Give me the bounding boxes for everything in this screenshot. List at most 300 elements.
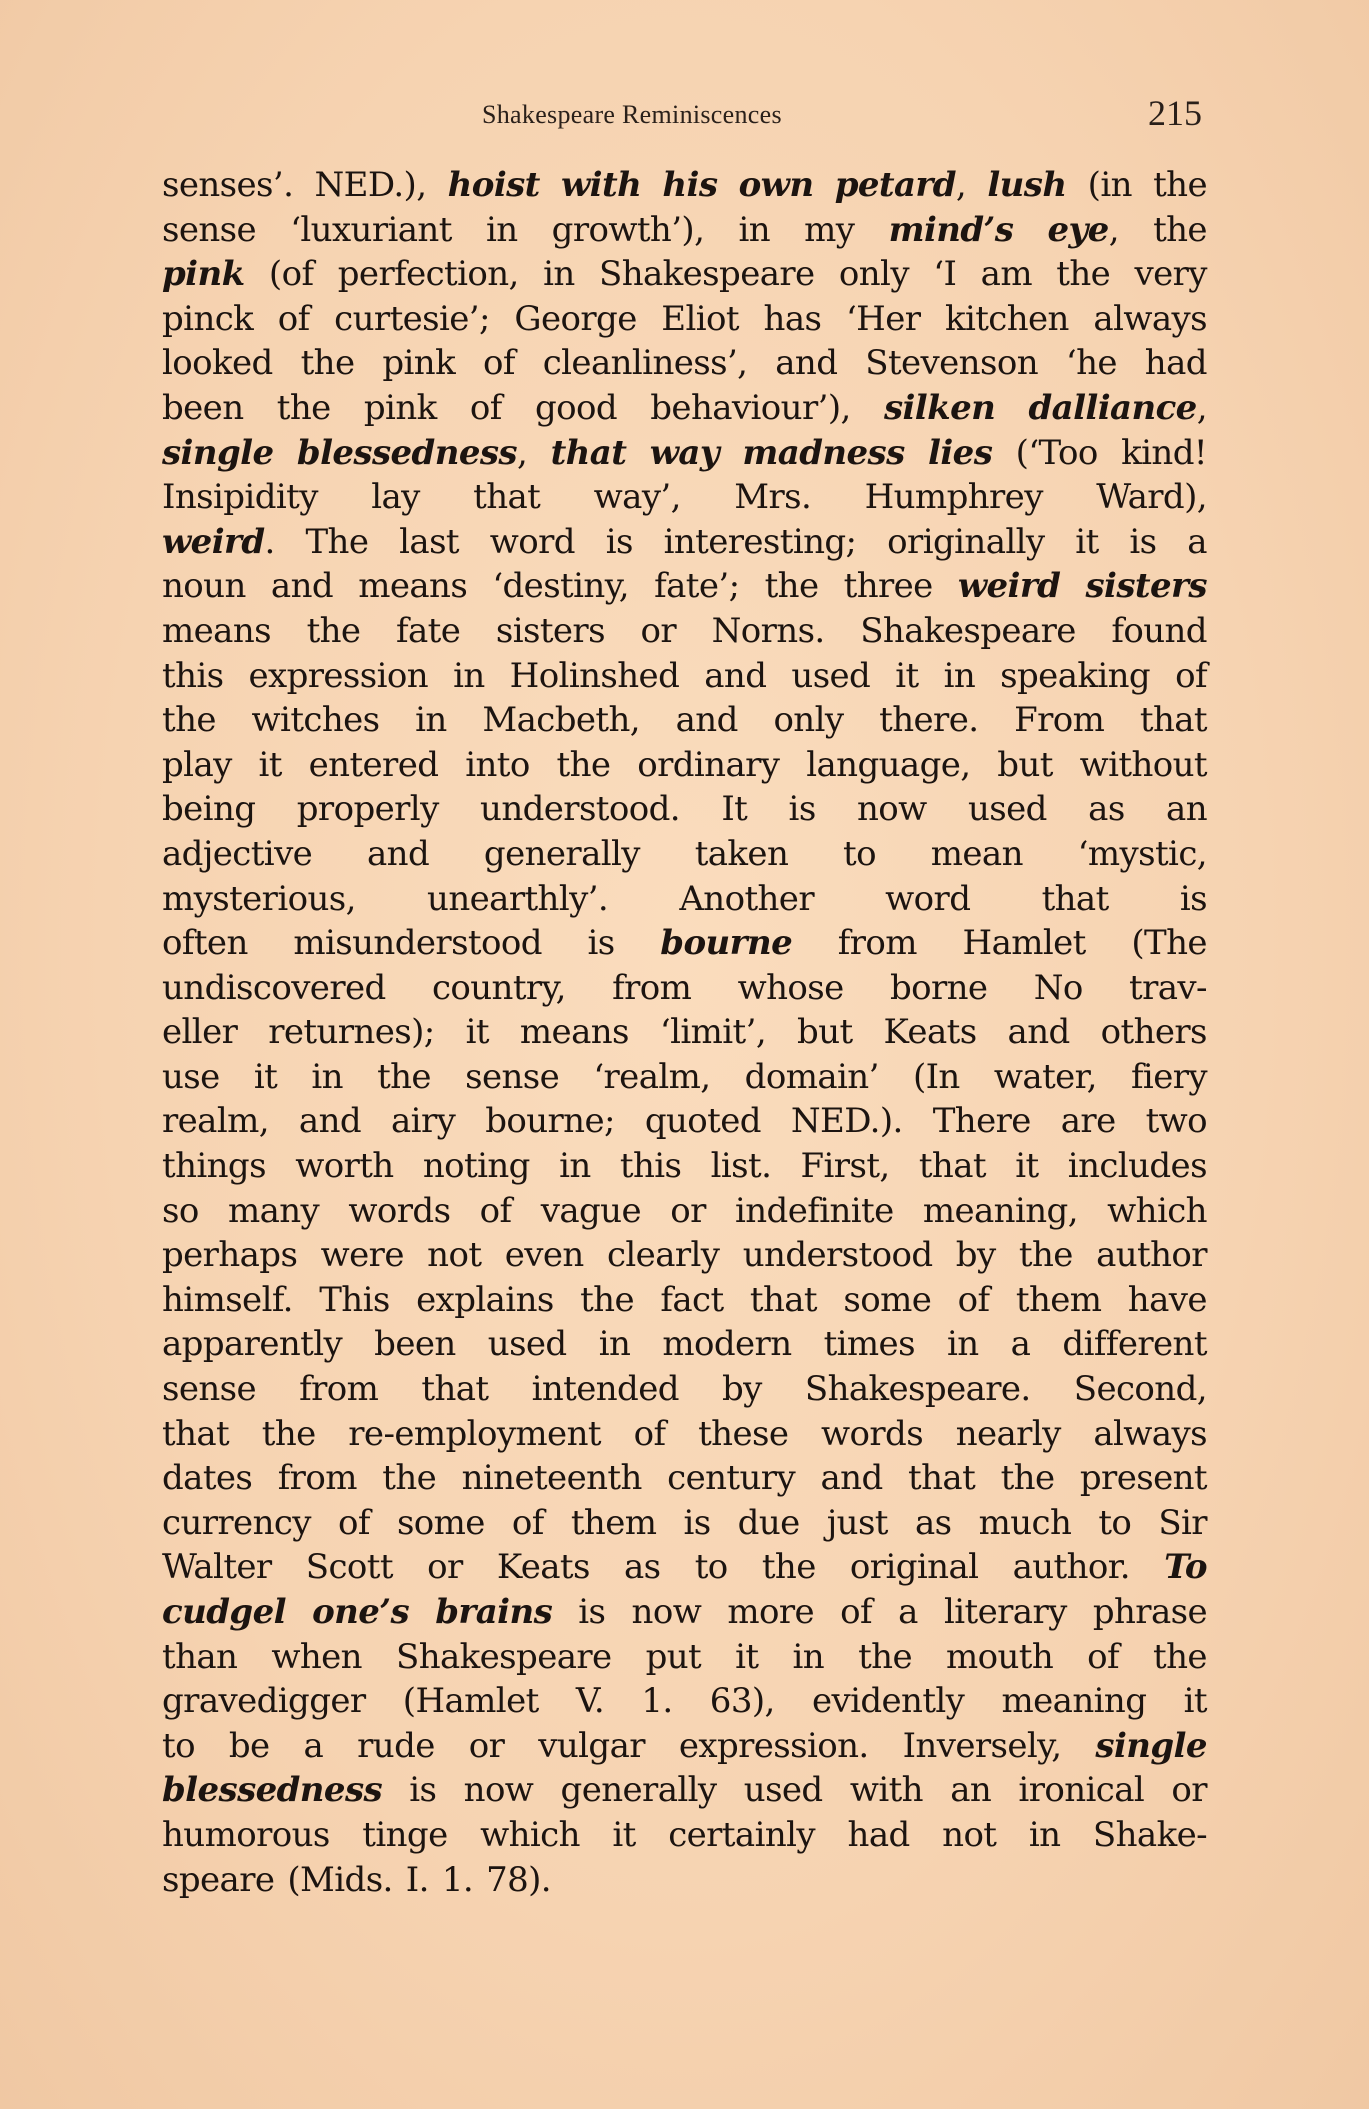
word: in xyxy=(559,1146,591,1187)
word: sense xyxy=(465,1056,560,1097)
text-line xyxy=(162,1858,1207,1903)
word: in xyxy=(543,254,575,295)
word: so xyxy=(162,1190,199,1231)
word: of xyxy=(840,1592,873,1632)
word: list. xyxy=(710,1146,772,1187)
word: re-employment xyxy=(348,1413,601,1454)
word: Sir xyxy=(1158,1502,1207,1543)
word: much xyxy=(978,1502,1072,1543)
word: due xyxy=(737,1502,800,1543)
word: it xyxy=(1183,1681,1207,1722)
word: There xyxy=(932,1101,1031,1142)
word: the xyxy=(1153,1636,1207,1677)
word: certainly xyxy=(668,1814,816,1855)
word: gravedigger xyxy=(162,1681,366,1722)
word: different xyxy=(1062,1324,1207,1365)
text-line xyxy=(162,1055,1207,1100)
word: meaning xyxy=(1001,1681,1147,1722)
word: it xyxy=(258,744,282,785)
word: generally xyxy=(560,1770,717,1811)
word: ‘I xyxy=(933,254,957,295)
word: ‘Her xyxy=(845,298,921,339)
word: now xyxy=(463,1770,534,1811)
word: some xyxy=(396,1502,485,1543)
word: perfection, xyxy=(337,254,519,295)
text-line xyxy=(162,1412,1207,1457)
word: expression. xyxy=(678,1725,869,1766)
word: ordinary xyxy=(637,744,780,785)
text-line xyxy=(162,1322,1207,1367)
word: This xyxy=(319,1279,390,1320)
word: some xyxy=(843,1279,932,1320)
word: kind! xyxy=(1121,432,1207,473)
word: witches xyxy=(251,700,380,741)
word: the xyxy=(556,744,611,785)
word: cudgel xyxy=(162,1592,286,1632)
word: Walter xyxy=(162,1547,272,1588)
text-line xyxy=(162,431,1207,476)
word: an xyxy=(950,1770,992,1811)
word: blessedness xyxy=(162,1770,383,1811)
word: Insipidity xyxy=(162,477,318,518)
word: but xyxy=(997,744,1053,785)
word: words xyxy=(821,1413,924,1454)
word: it xyxy=(1075,521,1099,562)
word: ‘luxuriant xyxy=(290,209,452,250)
text-line xyxy=(162,1635,1207,1680)
word: taken xyxy=(694,833,789,874)
word: sisters xyxy=(1085,566,1207,607)
word: in xyxy=(947,1324,979,1365)
word: trav- xyxy=(1129,967,1207,1008)
word: quoted xyxy=(644,1101,761,1142)
word: lies xyxy=(928,432,993,473)
text-line xyxy=(162,475,1207,520)
word: adjective xyxy=(162,833,313,874)
word: ‘destiny, xyxy=(492,566,629,607)
word: not xyxy=(942,1814,997,1855)
word: used xyxy=(791,655,871,696)
word: understood xyxy=(742,1235,933,1276)
running-head: Shakespeare Reminiscences xyxy=(482,100,782,129)
word: that xyxy=(1041,878,1109,919)
word: ‘realm, xyxy=(593,1056,711,1097)
word: returnes); xyxy=(268,1012,435,1053)
word: often xyxy=(162,923,248,964)
word: mind’s xyxy=(888,209,1014,250)
text-line xyxy=(162,1724,1207,1769)
word: in xyxy=(792,1636,825,1677)
word: is xyxy=(578,1592,606,1632)
word: brains xyxy=(435,1592,553,1632)
word: others xyxy=(1100,1012,1207,1053)
word: or xyxy=(468,1725,505,1766)
word: explains xyxy=(416,1279,554,1320)
word: and xyxy=(367,833,430,874)
body-text xyxy=(162,163,1207,1902)
word: present xyxy=(1079,1458,1207,1499)
word: realm, xyxy=(162,1101,269,1142)
word: word xyxy=(489,521,575,562)
text-line xyxy=(162,1813,1207,1858)
word: From xyxy=(1014,700,1105,741)
word: properly xyxy=(296,789,439,830)
word: country, xyxy=(431,967,566,1008)
word: looked xyxy=(162,343,273,384)
word: the xyxy=(261,1413,316,1454)
word: mouth xyxy=(945,1636,1054,1677)
word: pink xyxy=(382,343,456,384)
word: phrase xyxy=(1092,1592,1207,1632)
word: in xyxy=(598,1324,631,1365)
text-line xyxy=(162,787,1207,832)
word: of xyxy=(1175,655,1207,696)
word: century xyxy=(667,1458,796,1499)
word: ‘he xyxy=(1065,343,1117,384)
word: with xyxy=(561,165,642,205)
text-line xyxy=(162,743,1207,788)
word: eye, xyxy=(1047,209,1119,250)
word: or xyxy=(427,1547,463,1588)
text-line xyxy=(162,520,1207,565)
word: than xyxy=(162,1636,238,1677)
word: 1. xyxy=(641,1681,673,1722)
word: the xyxy=(1056,254,1111,295)
word: used xyxy=(968,789,1047,830)
word: Keats xyxy=(496,1547,590,1588)
word: (of xyxy=(268,254,314,295)
word: are xyxy=(1060,1101,1116,1142)
word: silken xyxy=(883,387,996,428)
word: a xyxy=(1010,1324,1031,1365)
word: or xyxy=(670,1190,706,1231)
word: this xyxy=(619,1146,682,1187)
word: the xyxy=(764,566,819,607)
word: growth’), xyxy=(551,209,705,250)
word: many xyxy=(227,1190,320,1231)
word: things xyxy=(162,1146,266,1187)
word: blessedness, xyxy=(296,432,528,473)
word: have xyxy=(1127,1279,1207,1320)
text-line xyxy=(162,877,1207,922)
word: only xyxy=(773,700,844,741)
word: behaviour’), xyxy=(650,387,851,428)
word: which xyxy=(480,1814,580,1855)
word: water, xyxy=(993,1056,1097,1097)
word: into xyxy=(465,744,530,785)
word: words xyxy=(348,1190,451,1231)
word: that xyxy=(162,1413,230,1454)
word: Shakespeare xyxy=(599,254,815,295)
word: been xyxy=(162,387,244,428)
word: as xyxy=(624,1547,661,1588)
word: them xyxy=(570,1502,657,1543)
word: Shake- xyxy=(1092,1814,1207,1855)
word: generally xyxy=(483,833,640,874)
text-line xyxy=(162,208,1207,253)
word: to xyxy=(1098,1502,1132,1543)
word: is xyxy=(587,923,615,964)
word: two xyxy=(1145,1101,1207,1142)
word: pinck xyxy=(162,298,254,339)
word: them xyxy=(1015,1279,1102,1320)
text-line xyxy=(162,1456,1207,1501)
word: Humphrey xyxy=(864,477,1043,518)
word: and xyxy=(298,1101,362,1142)
text-line xyxy=(162,252,1207,297)
word: am xyxy=(980,254,1032,295)
word: times xyxy=(823,1324,915,1365)
word: hoist xyxy=(447,165,540,205)
word: curtesie’; xyxy=(334,298,490,339)
word: of xyxy=(957,1279,990,1320)
word: intended xyxy=(531,1369,679,1410)
word: means xyxy=(162,610,271,651)
text-line xyxy=(162,832,1207,877)
word: speare xyxy=(162,1859,275,1900)
word: in xyxy=(738,209,771,250)
word: use xyxy=(162,1056,220,1097)
word: No xyxy=(1033,967,1083,1008)
word: even xyxy=(504,1235,584,1276)
text-line xyxy=(162,698,1207,743)
word: lush xyxy=(987,165,1067,205)
word: nineteenth xyxy=(461,1458,642,1499)
word: Keats xyxy=(883,1012,977,1053)
word: is xyxy=(683,1502,711,1543)
text-line xyxy=(162,386,1207,431)
word: without xyxy=(1079,744,1207,785)
word: and xyxy=(675,700,738,741)
word: borne xyxy=(889,967,988,1008)
text-line xyxy=(162,163,1207,208)
word: which xyxy=(1107,1190,1207,1231)
word: a xyxy=(898,1592,918,1632)
word: indefinite xyxy=(734,1190,894,1231)
word: tinge xyxy=(362,1814,448,1855)
word: in xyxy=(311,1056,343,1097)
word: author xyxy=(1096,1235,1207,1276)
text-line xyxy=(162,609,1207,654)
word: (in xyxy=(1087,165,1132,205)
word: more xyxy=(727,1592,815,1632)
word: Scott xyxy=(305,1547,393,1588)
word: always xyxy=(1093,298,1207,339)
word: that xyxy=(1139,700,1207,741)
word: word xyxy=(885,878,971,919)
word: fate xyxy=(396,610,461,651)
word: in xyxy=(485,209,518,250)
word: of xyxy=(338,1502,370,1543)
text-line xyxy=(162,1545,1207,1590)
word: were xyxy=(320,1235,404,1276)
word: as xyxy=(1088,789,1125,830)
word: or xyxy=(1171,1770,1207,1811)
word: pink xyxy=(162,254,245,295)
text-line xyxy=(162,1590,1207,1635)
word: undiscovered xyxy=(162,967,386,1008)
word: this xyxy=(162,655,224,696)
word: that xyxy=(749,1279,818,1320)
text-line xyxy=(162,1144,1207,1189)
word: an xyxy=(1166,789,1207,830)
word: dalliance, xyxy=(1028,387,1207,428)
word: now xyxy=(857,789,927,830)
page-number: 215 xyxy=(1148,93,1202,133)
text-line xyxy=(162,1233,1207,1278)
word: meaning, xyxy=(922,1190,1078,1231)
word: is xyxy=(409,1770,437,1811)
word: my xyxy=(804,209,855,250)
word: of xyxy=(633,1413,666,1454)
word: it xyxy=(465,1012,489,1053)
word: (The xyxy=(1131,923,1207,964)
word: V. xyxy=(575,1681,605,1722)
word: Another xyxy=(679,878,814,919)
word: Hamlet xyxy=(962,923,1086,964)
word: bourne; xyxy=(485,1101,615,1142)
word: Ward), xyxy=(1096,477,1207,518)
word: noun xyxy=(162,566,246,607)
word: good xyxy=(534,387,618,428)
word: the xyxy=(162,700,216,741)
word: airy xyxy=(391,1101,456,1142)
text-line xyxy=(162,297,1207,342)
word: (Mids. xyxy=(287,1859,393,1900)
word: of xyxy=(511,1502,544,1543)
word: own xyxy=(738,165,814,205)
word: last xyxy=(399,521,459,562)
word: had xyxy=(1144,343,1207,384)
word: author. xyxy=(1012,1547,1130,1588)
word: whose xyxy=(737,967,844,1008)
word: being xyxy=(162,789,256,830)
word: in xyxy=(1028,1814,1061,1855)
text-line xyxy=(162,564,1207,609)
word: it xyxy=(253,1056,278,1097)
word: Norns. xyxy=(711,610,825,651)
text-line xyxy=(162,921,1207,966)
word: originally xyxy=(887,521,1045,562)
word: unearthly’. xyxy=(427,878,609,919)
word: when xyxy=(271,1636,362,1677)
word: of xyxy=(1087,1636,1120,1677)
word: a xyxy=(303,1725,324,1766)
word: speaking xyxy=(1000,655,1151,696)
word: means xyxy=(358,566,468,607)
word: language, xyxy=(806,744,971,785)
word: by xyxy=(722,1369,762,1410)
word: by xyxy=(955,1235,996,1276)
word: Shakespeare xyxy=(396,1636,612,1677)
word: understood. xyxy=(480,789,680,830)
word: of xyxy=(469,387,502,428)
word: the xyxy=(276,387,331,428)
word: Macbeth, xyxy=(482,700,640,741)
word: the xyxy=(1153,165,1207,205)
word: single xyxy=(1095,1725,1207,1766)
word: and xyxy=(820,1458,883,1499)
word: is xyxy=(788,789,816,830)
text-line xyxy=(162,1367,1207,1412)
word: but xyxy=(797,1012,853,1053)
word: ‘limit’, xyxy=(659,1012,767,1053)
word: the xyxy=(300,343,355,384)
word: sense xyxy=(162,209,257,250)
word: fact xyxy=(660,1279,724,1320)
word: kitchen xyxy=(944,298,1069,339)
word: the xyxy=(377,1056,431,1097)
word: sense xyxy=(162,1369,257,1410)
word: means xyxy=(519,1012,629,1053)
word: fate’; xyxy=(654,566,740,607)
word: To xyxy=(1164,1547,1207,1588)
word: Shakespeare xyxy=(860,610,1076,651)
text-line xyxy=(162,1278,1207,1323)
word: way’, xyxy=(593,477,681,518)
word: in xyxy=(943,655,976,696)
word: mysterious, xyxy=(162,878,356,919)
word: just xyxy=(826,1502,888,1543)
word: put xyxy=(645,1636,702,1677)
word: rude xyxy=(357,1725,435,1766)
word: had xyxy=(847,1814,910,1855)
word: of xyxy=(277,298,310,339)
word: NED.), xyxy=(314,165,427,205)
text-line xyxy=(162,1189,1207,1234)
text-line xyxy=(162,341,1207,386)
word: literary xyxy=(943,1592,1067,1632)
word: not xyxy=(427,1235,482,1276)
word: 63), xyxy=(709,1681,775,1722)
word: as xyxy=(914,1502,952,1543)
word: way xyxy=(649,432,720,473)
word: clearly xyxy=(606,1235,720,1276)
word: it xyxy=(1015,1146,1039,1187)
word: It xyxy=(721,789,748,830)
word: George xyxy=(514,298,637,339)
word: noting xyxy=(422,1146,530,1187)
word: petard, xyxy=(834,165,967,205)
word: weird. xyxy=(162,521,275,562)
word: the xyxy=(580,1279,634,1320)
word: that xyxy=(550,432,627,473)
word: it xyxy=(735,1636,759,1677)
word: has xyxy=(763,298,822,339)
word: found xyxy=(1111,610,1207,651)
word: there. xyxy=(879,700,979,741)
word: NED.). xyxy=(790,1101,903,1142)
word: Inversely, xyxy=(902,1725,1062,1766)
word: humorous xyxy=(162,1814,330,1855)
word: the xyxy=(1000,1458,1055,1499)
word: in xyxy=(415,700,447,741)
word: himself. xyxy=(162,1279,293,1320)
word: to xyxy=(162,1725,195,1766)
word: fiery xyxy=(1130,1056,1207,1097)
word: senses’. xyxy=(162,165,294,205)
text-line xyxy=(162,966,1207,1011)
word: (In xyxy=(912,1056,960,1097)
word: evidently xyxy=(811,1681,965,1722)
word: single xyxy=(162,432,274,473)
word: from xyxy=(837,923,917,964)
word: Stevenson xyxy=(865,343,1038,384)
word: interesting; xyxy=(663,521,857,562)
word: his xyxy=(662,165,718,205)
word: includes xyxy=(1067,1146,1207,1187)
word: Holinshed xyxy=(509,655,680,696)
